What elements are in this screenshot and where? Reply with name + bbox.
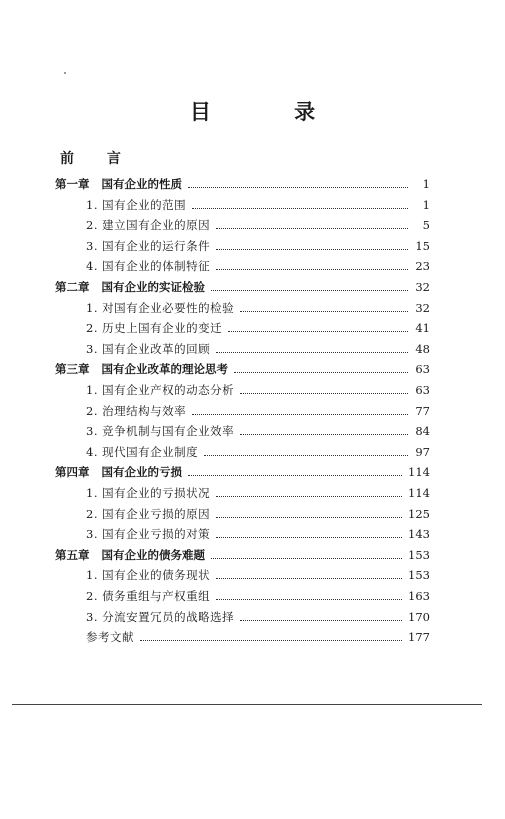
section-title: 3. 国有企业亏损的对策 [86,527,211,542]
section-title: 1. 国有企业的亏损状况 [86,486,211,500]
page-number: 84 [415,424,430,439]
dot-leader [240,619,402,621]
toc-section-row[interactable] [86,440,430,460]
toc-section-row[interactable] [86,337,430,357]
chapter-title: 国有企业改革的理论思考 [101,362,228,377]
toc-section-row[interactable] [86,563,430,583]
section-title: 1. 国有企业的债务现状 [86,568,211,583]
chapter-number: 第五章 [55,547,90,562]
dot-leader [216,536,402,538]
section-title: 2. 债务重组与产权重组 [86,589,211,603]
dot-leader [228,330,408,332]
page-number: 5 [422,218,430,233]
page-number: 23 [415,259,430,274]
dot-leader [216,598,402,600]
toc-section-row[interactable] [86,522,430,542]
dot-leader [216,516,402,518]
section-title: 3. 国有企业的运行条件 [86,238,211,253]
page-number: 77 [415,403,430,418]
page-number: 1 [422,177,430,191]
page-number: 32 [415,300,430,315]
section-title: 4. 国有企业的体制特征 [86,259,211,274]
dot-leader [192,207,408,209]
page-number: 32 [415,280,430,294]
section-title: 4. 现代国有企业制度 [86,444,199,459]
toc-section-row[interactable] [86,213,430,233]
toc-section-row[interactable] [86,193,430,213]
dot-leader [216,495,402,497]
toc-section-row[interactable] [86,419,430,439]
section-title: 2. 国有企业亏损的原因 [86,506,211,521]
page-title: 目 录 [189,100,354,124]
section-title: 2. 治理结构与效率 [86,403,187,418]
page-number: 63 [415,362,430,377]
section-title: 参考文献 [86,630,134,645]
toc-section-row[interactable] [86,316,430,336]
toc-chapter-row[interactable] [55,172,430,192]
toc-chapter-row[interactable] [55,275,430,295]
toc-section-row[interactable] [86,605,430,625]
toc-section-row[interactable] [86,502,430,522]
section-title: 3. 分流安置冗员的战略选择 [86,609,235,624]
page-number: 48 [415,341,430,356]
section-title: 3. 国有企业改革的回顾 [86,341,211,356]
page-number: 177 [408,630,430,645]
dot-leader [211,557,402,559]
scan-speck [64,72,66,74]
dot-leader [188,186,408,188]
dot-leader [240,433,408,435]
dot-leader [188,474,402,476]
page-number: 15 [415,238,430,253]
toc-section-row[interactable] [86,481,430,501]
toc-section-row[interactable] [86,378,430,398]
toc-chapter-row[interactable] [55,460,430,480]
dot-leader [234,371,408,373]
section-title: 1. 国有企业产权的动态分析 [86,383,235,397]
chapter-number: 第四章 [55,465,90,480]
chapter-number: 第三章 [55,362,90,377]
dot-leader [204,454,408,456]
dot-leader [240,310,408,312]
dot-leader [216,268,408,270]
page-number: 114 [408,486,430,500]
toc-section-row[interactable] [86,625,430,645]
page-number: 163 [408,589,430,603]
toc-section-row[interactable] [86,254,430,274]
page-number: 125 [408,506,430,521]
dot-leader [216,227,408,229]
page-number: 114 [408,465,430,480]
page-number: 170 [408,609,430,624]
dot-leader [192,413,408,415]
section-title: 1. 国有企业的范围 [86,197,187,212]
toc-section-row[interactable] [86,234,430,254]
dot-leader [216,248,408,250]
page-number: 1 [422,197,430,212]
section-title: 1. 对国有企业必要性的检验 [86,300,235,315]
chapter-number: 第一章 [55,177,90,191]
section-title: 2. 建立国有企业的原因 [86,218,211,233]
page-bottom-rule [12,704,482,705]
section-title: 2. 历史上国有企业的变迁 [86,321,223,336]
chapter-number: 第二章 [55,280,90,294]
page-number: 153 [408,568,430,583]
dot-leader [211,289,408,291]
toc-section-row[interactable] [86,584,430,604]
page-number: 63 [415,383,430,397]
preface-heading: 前 言 [60,151,135,167]
dot-leader [216,577,402,579]
page-number: 153 [408,547,430,562]
chapter-title: 国有企业的亏损 [101,465,182,480]
page-number: 143 [408,527,430,542]
chapter-title: 国有企业的性质 [101,177,182,191]
chapter-title: 国有企业的实证检验 [101,280,205,294]
section-title: 3. 竞争机制与国有企业效率 [86,424,235,439]
dot-leader [240,392,408,394]
page-number: 97 [415,444,430,459]
toc-chapter-row[interactable] [55,543,430,563]
toc-section-row[interactable] [86,399,430,419]
dot-leader [216,351,408,353]
page-number: 41 [415,321,430,336]
chapter-title: 国有企业的债务难题 [101,547,205,562]
toc-section-row[interactable] [86,296,430,316]
dot-leader [140,639,402,641]
toc-chapter-row[interactable] [55,357,430,377]
